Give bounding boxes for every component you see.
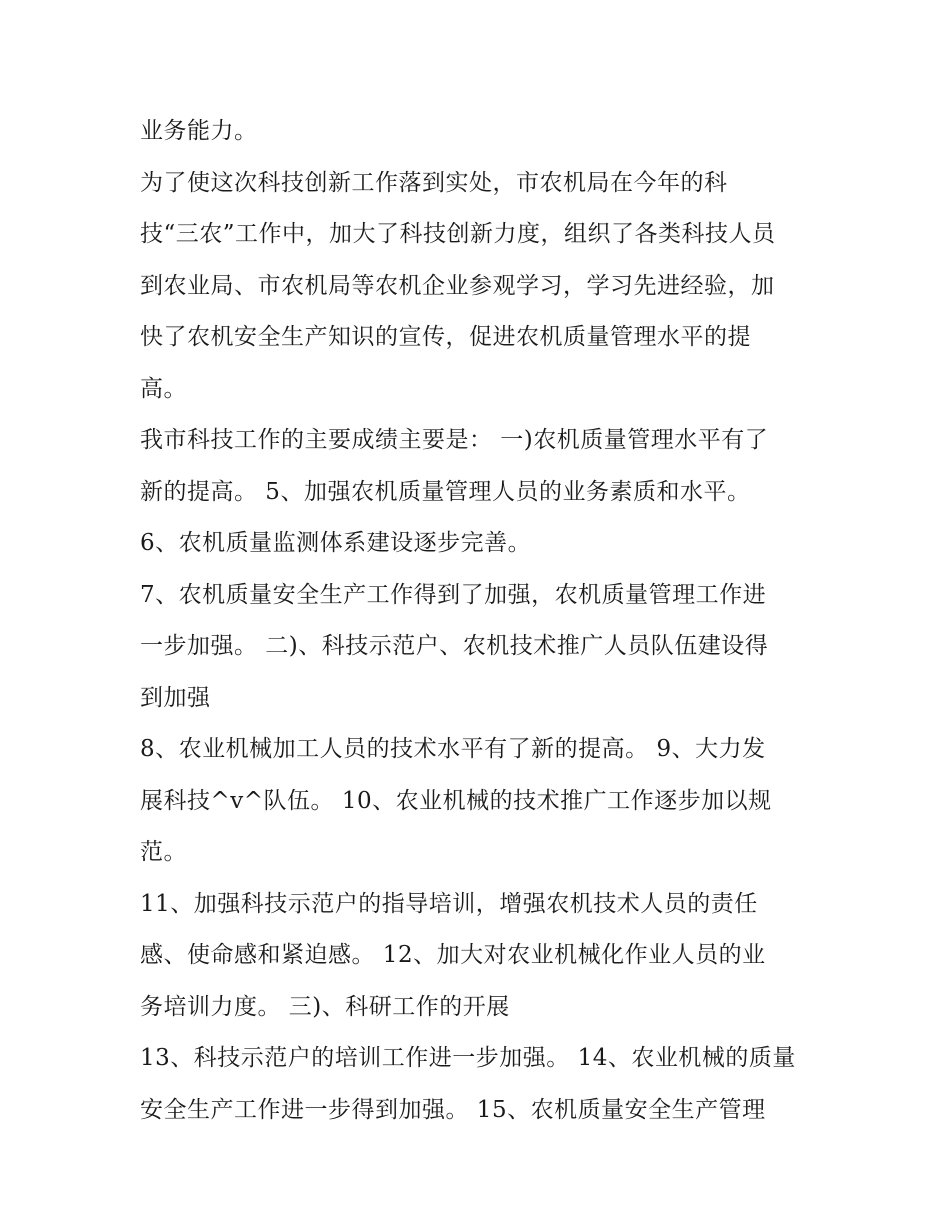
text-line: 到农业局、市农机局等农机企业参观学习，学习先进经验，加 — [140, 272, 775, 299]
text-line: 业务能力。 — [140, 118, 258, 144]
text-line: 为了使这次科技创新工作落到实处，市农机局在今年的科 — [140, 169, 728, 196]
document-body — [140, 106, 820, 1136]
text-line: 技“三农”工作中，加大了科技创新力度，组织了各类科技人员 — [140, 221, 776, 247]
text-line: 一步加强。 二)、科技示范户、农机技术推广人员队伍建设得 — [140, 633, 769, 659]
text-line: 安全生产工作进一步得到加强。 15、农机质量安全生产管理 — [140, 1096, 766, 1123]
text-line: 范。 — [140, 839, 187, 865]
text-line: 7、农机质量安全生产工作得到了加强，农机质量管理工作进 — [140, 581, 767, 608]
text-line: 11、加强科技示范户的指导培训，增强农机技术人员的责任 — [140, 890, 758, 917]
text-line: 8、农业机械加工人员的技术水平有了新的提高。 9、大力发 — [140, 736, 766, 762]
text-line: 新的提高。 5、加强农机质量管理人员的业务素质和水平。 — [140, 478, 751, 505]
text-line: 6、农机质量监测体系建设逐步完善。 — [140, 530, 532, 556]
text-line: 快了农机安全生产知识的宣传，促进农机质量管理水平的提 — [140, 324, 751, 350]
text-line: 我市科技工作的主要成绩主要是： 一)农机质量管理水平有了 — [140, 427, 769, 453]
text-line: 高。 — [140, 375, 187, 402]
text-line: 13、科技示范户的培训工作进一步加强。 14、农业机械的质量 — [140, 1045, 796, 1071]
text-line: 到加强 — [140, 684, 211, 711]
text-line: 感、使命感和紧迫感。 12、加大对农业机械化作业人员的业 — [140, 942, 766, 968]
text-line: 展科技^v^队伍。 10、农业机械的技术推广工作逐步加以规 — [140, 787, 772, 814]
text-line: 务培训力度。 三)、科研工作的开展 — [140, 993, 510, 1020]
